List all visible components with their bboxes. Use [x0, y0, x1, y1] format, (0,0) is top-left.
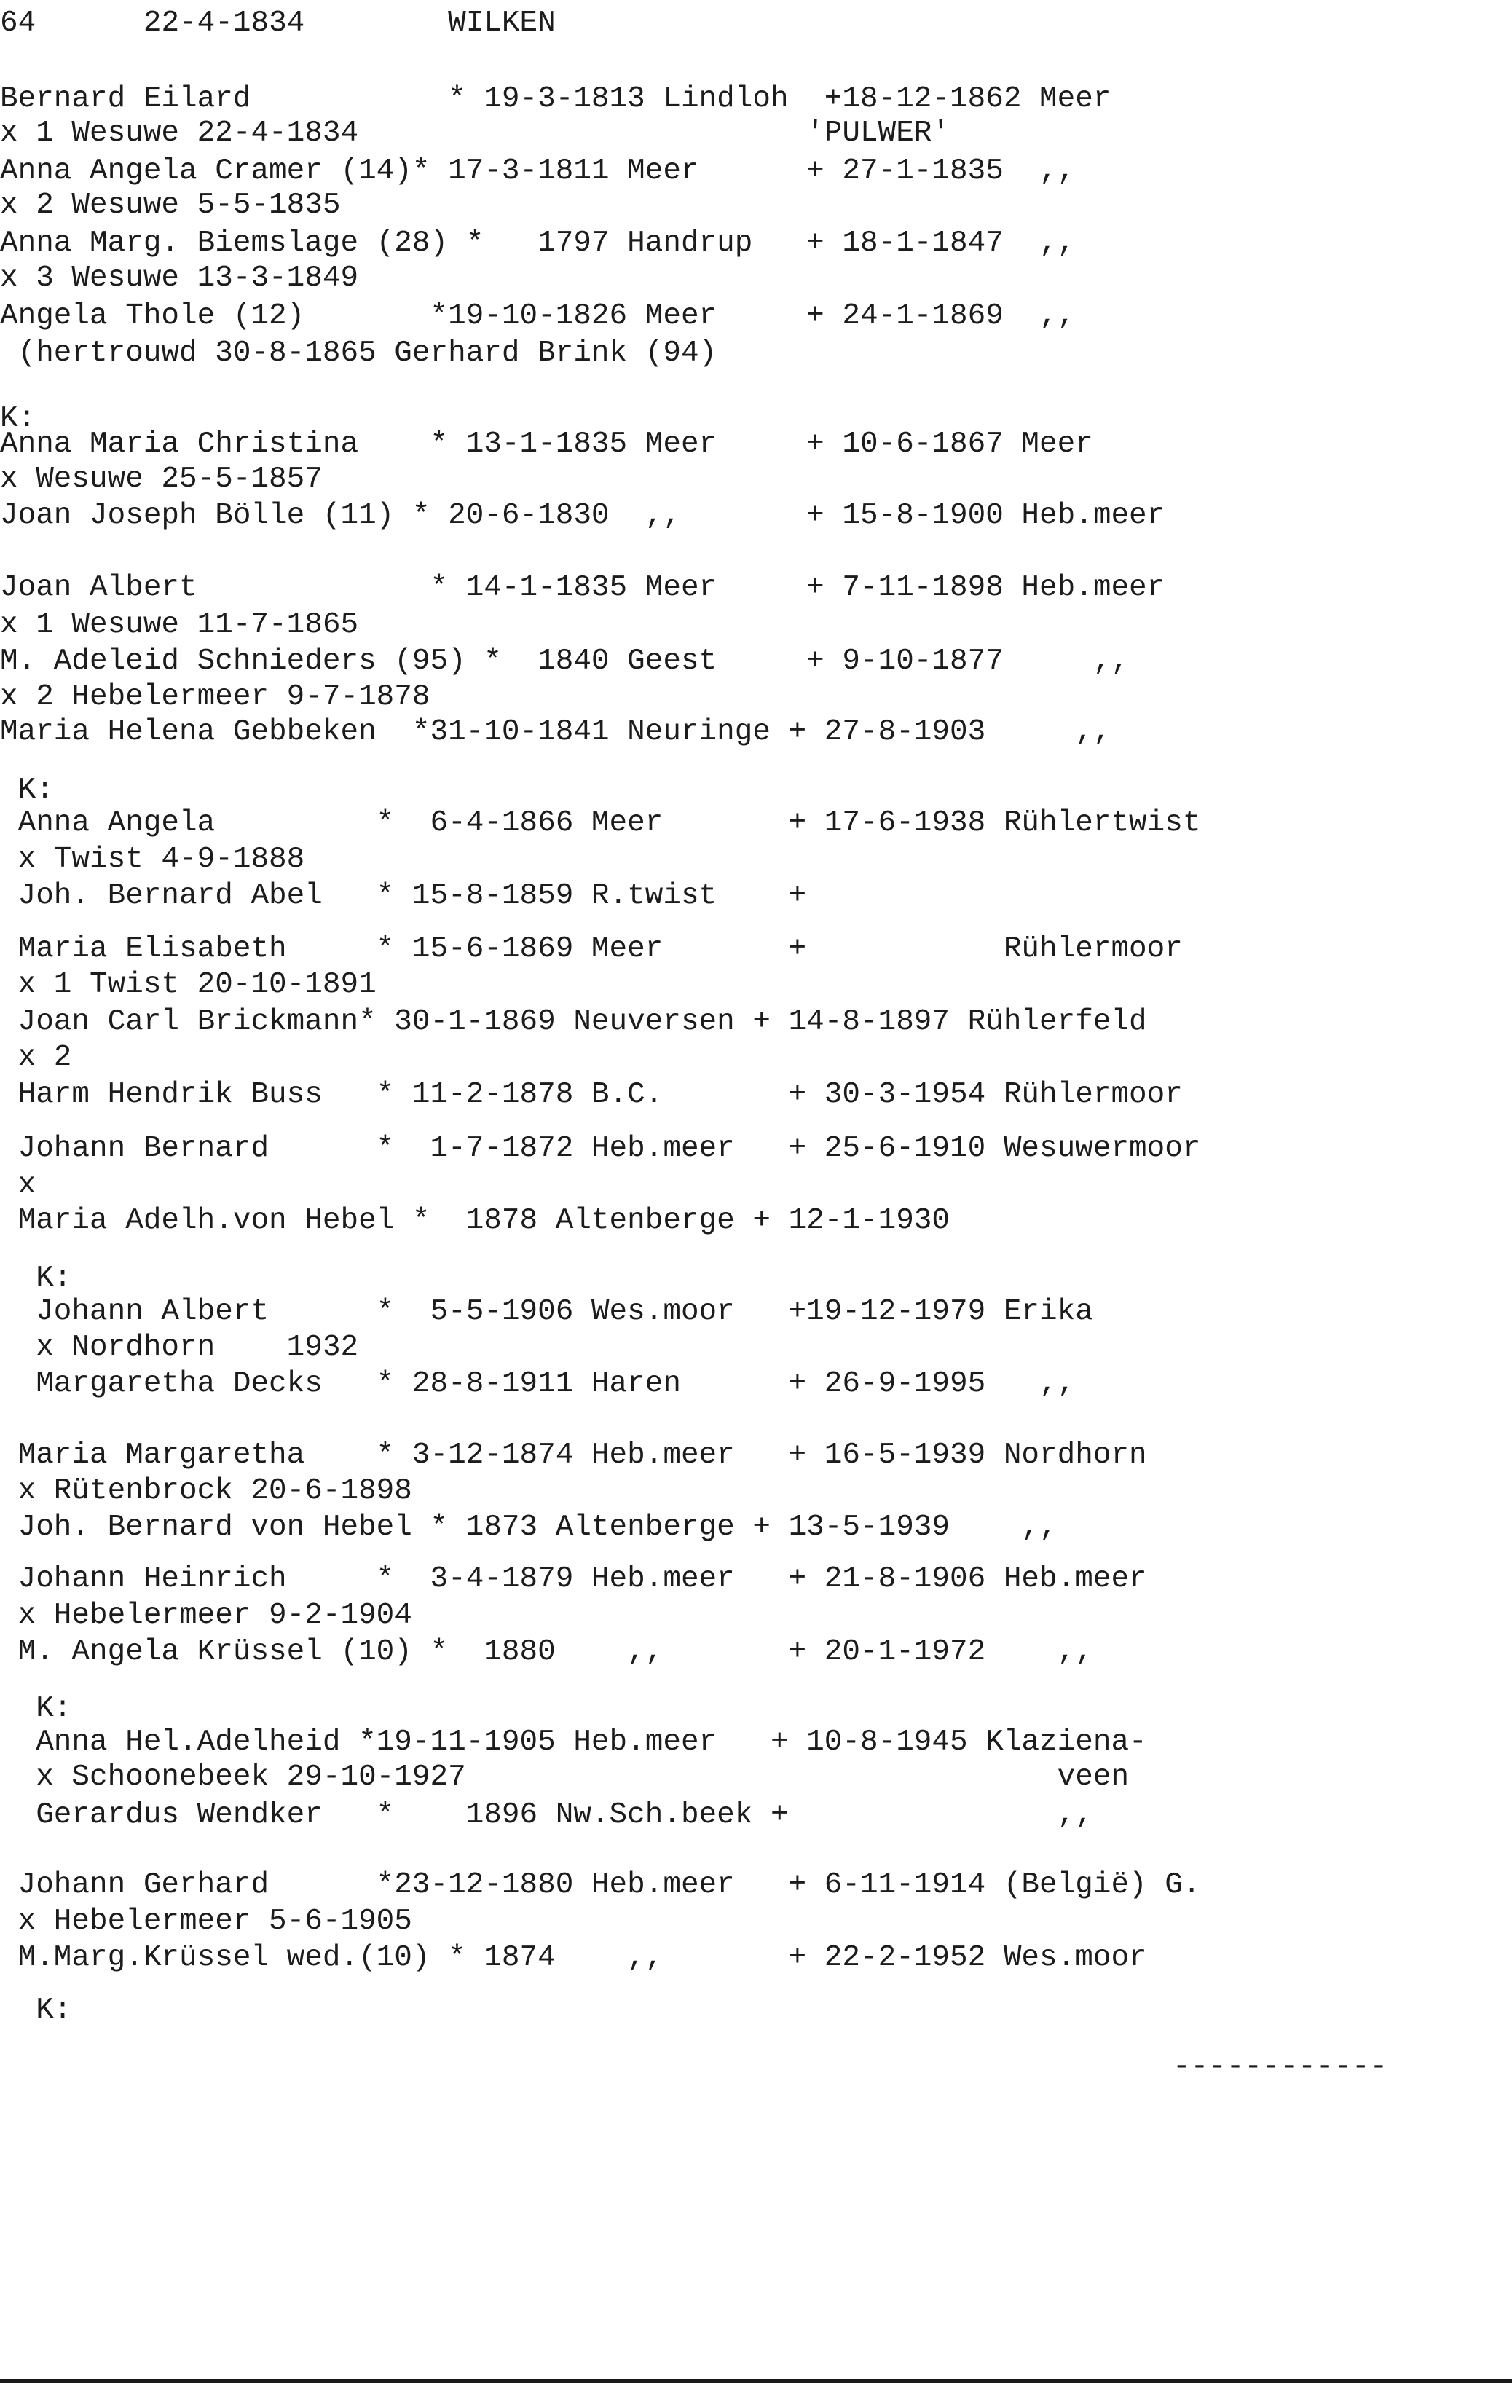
- entry-line: Anna Angela Cramer (14)* 17-3-1811 Meer + 27-1-1835 ,,: [0, 154, 1076, 188]
- entry-line: Angela Thole (12) *19-10-1826 Meer + 24-1-1869 ,,: [0, 299, 1076, 333]
- entry-line: Joan Albert * 14-1-1835 Meer + 7-11-1898 Heb.meer: [0, 571, 1165, 605]
- entry-line: Johann Albert * 5-5-1906 Wes.moor +19-12-1979 Erika: [0, 1295, 1093, 1329]
- entry-line: Joh. Bernard von Hebel * 1873 Altenberge + 13-5-1939 ,,: [0, 1511, 1058, 1544]
- entry-line: Maria Margaretha * 3-12-1874 Heb.meer + 16-5-1939 Nordhorn: [0, 1439, 1147, 1472]
- entry-line: x 3 Wesuwe 13-3-1849: [0, 261, 359, 295]
- entry-line: M. Angela Krüssel (10) * 1880 ,, + 20-1-1972 ,,: [0, 1635, 1093, 1669]
- section-label: K:: [0, 774, 54, 807]
- entry-line: x Schoonebeek 29-10-1927 veen: [0, 1760, 1130, 1794]
- entry-line: x Rütenbrock 20-6-1898: [0, 1474, 412, 1508]
- entry-line: Johann Bernard * 1-7-1872 Heb.meer + 25-6-1910 Wesuwermoor: [0, 1132, 1201, 1165]
- entry-line: x Wesuwe 25-5-1857: [0, 463, 323, 496]
- entry-line: x 1 Twist 20-10-1891: [0, 968, 377, 1002]
- entry-line: x 2 Hebelermeer 9-7-1878: [0, 680, 430, 714]
- bottom-rule: [0, 2379, 1512, 2383]
- entry-line: Anna Hel.Adelheid *19-11-1905 Heb.meer + 10-8-1945 Klaziena-: [0, 1726, 1147, 1759]
- entry-line: Anna Angela * 6-4-1866 Meer + 17-6-1938 Rühlertwist: [0, 806, 1201, 840]
- section-label: K:: [0, 1994, 72, 2027]
- entry-line: x 1 Wesuwe 22-4-1834 'PULWER': [0, 117, 950, 150]
- entry-line: Johann Gerhard *23-12-1880 Heb.meer + 6-11-1914 (België) G.: [0, 1868, 1201, 1902]
- section-label: K:: [0, 402, 36, 436]
- continuation-mark: ------------: [1173, 2050, 1388, 2084]
- entry-line: x 2 Wesuwe 5-5-1835: [0, 189, 341, 222]
- entry-line: x Twist 4-9-1888: [0, 843, 305, 876]
- entry-line: Anna Marg. Biemslage (28) * 1797 Handrup + 18-1-1847 ,,: [0, 227, 1076, 260]
- entry-line: Bernard Eilard * 19-3-1813 Lindloh +18-12-1862 Meer: [0, 82, 1111, 116]
- section-label: K:: [0, 1262, 72, 1295]
- entry-line: x: [0, 1168, 36, 1202]
- entry-line: Gerardus Wendker * 1896 Nw.Sch.beek + ,,: [0, 1798, 1093, 1832]
- entry-line: x Nordhorn 1932: [0, 1331, 359, 1364]
- entry-line: Johann Heinrich * 3-4-1879 Heb.meer + 21-8-1906 Heb.meer: [0, 1562, 1147, 1596]
- entry-line: x 2: [0, 1041, 72, 1074]
- entry-line: Maria Elisabeth * 15-6-1869 Meer + Rühlermoor: [0, 932, 1183, 966]
- entry-line: Anna Maria Christina * 13-1-1835 Meer + 10-6-1867 Meer: [0, 428, 1093, 461]
- entry-line: x 1 Wesuwe 11-7-1865: [0, 608, 359, 642]
- page-number: 64: [0, 7, 36, 40]
- entry-line: Maria Helena Gebbeken *31-10-1841 Neuringe + 27-8-1903 ,,: [0, 715, 1111, 749]
- section-label: K:: [0, 1692, 72, 1726]
- record-date: 22-4-1834: [143, 7, 305, 40]
- entry-line: Joan Joseph Bölle (11) * 20-6-1830 ,, + 15-8-1900 Heb.meer: [0, 499, 1165, 532]
- entry-line: Joh. Bernard Abel * 15-8-1859 R.twist +: [0, 879, 807, 913]
- entry-line: x Hebelermeer 5-6-1905: [0, 1905, 412, 1938]
- entry-line: Margaretha Decks * 28-8-1911 Haren + 26-9-1995 ,,: [0, 1367, 1076, 1401]
- entry-line: Maria Adelh.von Hebel * 1878 Altenberge + 12-1-1930: [0, 1204, 950, 1238]
- entry-line: M.Marg.Krüssel wed.(10) * 1874 ,, + 22-2-1952 Wes.moor: [0, 1941, 1147, 1975]
- entry-line: Harm Hendrik Buss * 11-2-1878 B.C. + 30-3-1954 Rühlermoor: [0, 1078, 1183, 1111]
- page-header: [0, 9, 556, 39]
- entry-line: M. Adeleid Schnieders (95) * 1840 Geest + 9-10-1877 ,,: [0, 645, 1130, 678]
- entry-line: x Hebelermeer 9-2-1904: [0, 1599, 412, 1632]
- entry-line: (hertrouwd 30-8-1865 Gerhard Brink (94): [0, 337, 717, 370]
- entry-line: Joan Carl Brickmann* 30-1-1869 Neuversen + 14-8-1897 Rühlerfeld: [0, 1005, 1147, 1039]
- family-name: WILKEN: [448, 7, 556, 40]
